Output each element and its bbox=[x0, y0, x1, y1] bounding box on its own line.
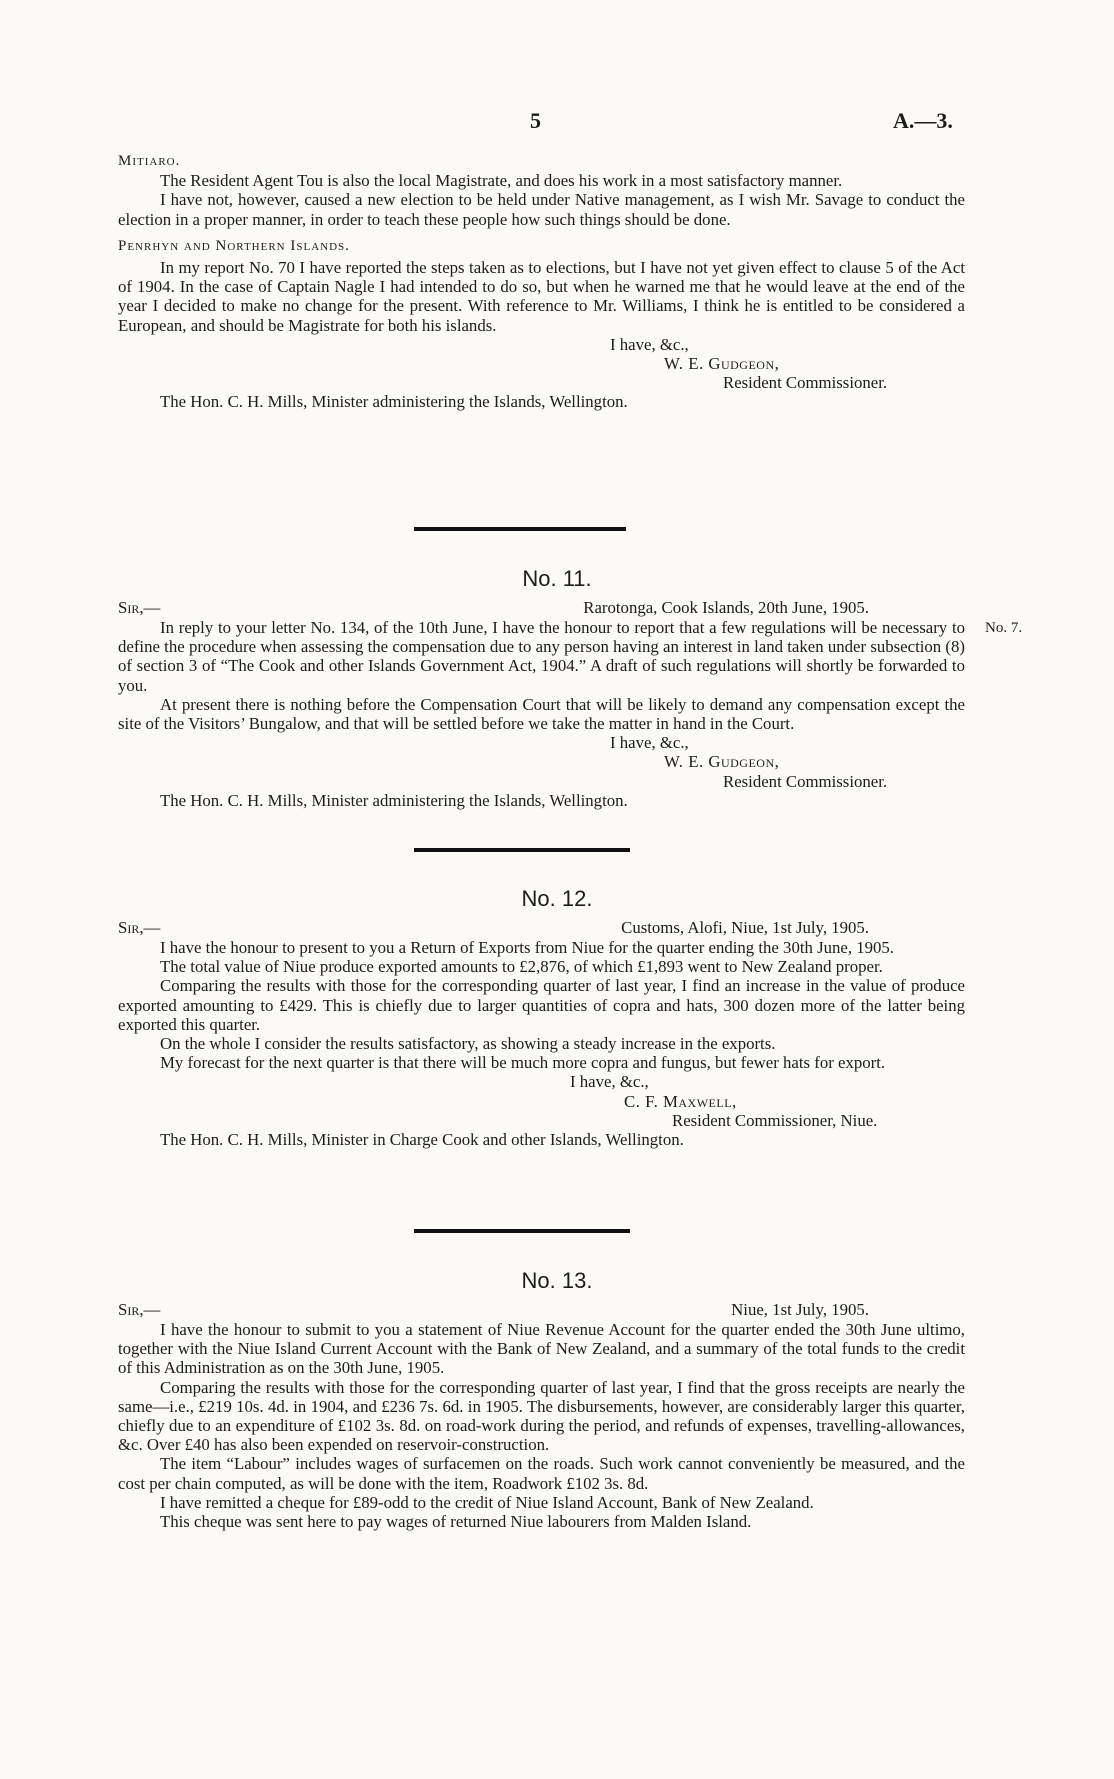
closing: I have, &c., bbox=[570, 1072, 649, 1092]
document-reference: A.—3. bbox=[893, 108, 953, 133]
signer-title: Resident Commissioner. bbox=[723, 373, 888, 393]
paragraph: In my report No. 70 I have reported the steps taken as to elections, but I have not yet given effect to clause 5 of the Act of 1904. In the case of Captain Nagle I had intended to do so, but when he warned me that he would leave at the end of the year I decided to make no change for the present. With reference to Mr. Williams, I think he is entitled to be considered a European, and should be Magistrate for both his islands. bbox=[118, 258, 965, 335]
paragraph: On the whole I consider the results satisfactory, as showing a steady increase in the exports. bbox=[160, 1034, 776, 1054]
paragraph: I have the honour to submit to you a statement of Niue Revenue Account for the quarter ended the 30th June ultimo, together with the Niue Island Current Account with the Bank of New Zealand, and a summary of the total funds to the credit of this Administration as on the 30th June, 1905. bbox=[118, 1320, 965, 1378]
paragraph: The total value of Niue produce exported amounts to £2,876, of which £1,893 went to New Zealand proper. bbox=[160, 957, 883, 977]
section-divider bbox=[414, 527, 626, 531]
margin-reference: No. 7. bbox=[985, 620, 1023, 636]
paragraph: Comparing the results with those for the corresponding quarter of last year, I find that the gross receipts are nearly the same—i.e., £219 10s. 4d. in 1904, and £236 7s. 6d. in 1905. The disbursements, however, are considerably larger this quarter, chiefly due to an expenditure of £102 3s. 8d. on road-work during the period, and refunds of expenses, travelling-allowances, &c. Over £40 has also been expended on reservoir-construction. bbox=[118, 1377, 965, 1455]
closing-line bbox=[118, 335, 965, 354]
paragraph: My forecast for the next quarter is that there will be much more copra and fungus, but fewer hats for export. bbox=[160, 1053, 886, 1073]
signer: C. F. Maxwell, bbox=[624, 1091, 737, 1111]
paragraph: I have the honour to present to you a Return of Exports from Niue for the quarter ending the 30th June, 1905. bbox=[160, 938, 894, 957]
paragraph: I have remitted a cheque for £89-odd to the credit of Niue Island Account, Bank of New Zealand. bbox=[160, 1492, 814, 1512]
signer: W. E. Gudgeon, bbox=[664, 752, 780, 772]
letter-number: No. 11. bbox=[522, 566, 592, 591]
letter-no11 bbox=[118, 598, 965, 810]
dateline: Rarotonga, Cook Islands, 20th June, 1905. bbox=[583, 598, 869, 617]
addressee: The Hon. C. H. Mills, Minister administering the Islands, Wellington. bbox=[160, 790, 628, 810]
paragraph: The item “Labour” includes wages of surfacemen on the roads. Such work cannot conveniently be measured, and the cost per chain computed, as will be done with the item, Roadwork £102 3s. 8d. bbox=[118, 1454, 965, 1493]
section-divider bbox=[414, 848, 630, 852]
paragraph: In reply to your letter No. 134, of the 10th June, I have the honour to report that a few regulations will be necessary to define the procedure when assessing the compensation due to any person having an interest in land taken under subsection (8) of section 3 of “The Cook and other Islands Government Act, 1904.” A draft of such regulations will shortly be forwarded to you. bbox=[118, 618, 965, 695]
paragraph: I have not, however, caused a new election to be held under Native management, as I wish Mr. Savage to conduct the election in a proper manner, in order to teach these people how such things should be done. bbox=[118, 190, 965, 229]
paragraph: Comparing the results with those for the corresponding quarter of last year, I find an increase in the value of produce exported amounting to £429. This is chiefly due to larger quantities of copra and hats, 300 dozen more of the latter being exported this quarter. bbox=[118, 976, 965, 1034]
salutation: Sir,— bbox=[118, 918, 161, 937]
paragraph: This cheque was sent here to pay wages of returned Niue labourers from Malden Island. bbox=[160, 1512, 752, 1532]
addressee: The Hon. C. H. Mills, Minister in Charge Cook and other Islands, Wellington. bbox=[160, 1129, 684, 1149]
section-mitiaro bbox=[118, 152, 965, 412]
heading-mitiaro: Mitiaro. bbox=[118, 153, 181, 169]
signer: W. E. Gudgeon, bbox=[664, 354, 780, 374]
signer-title: Resident Commissioner. bbox=[723, 771, 888, 791]
closing: I have, &c., bbox=[610, 334, 689, 354]
salutation: Sir,— bbox=[118, 598, 161, 617]
letter-no12 bbox=[118, 918, 965, 1149]
page-number: 5 bbox=[530, 108, 541, 133]
heading-penrhyn: Penrhyn and Northern Islands. bbox=[118, 237, 350, 254]
addressee: The Hon. C. H. Mills, Minister administering the Islands, Wellington. bbox=[160, 392, 628, 412]
letter-number: No. 12. bbox=[521, 886, 593, 911]
letter-number: No. 13. bbox=[521, 1268, 593, 1293]
dateline: Customs, Alofi, Niue, 1st July, 1905. bbox=[621, 918, 869, 937]
section-divider bbox=[414, 1229, 630, 1233]
paragraph: The Resident Agent Tou is also the local Magistrate, and does his work in a most satisfactory manner. bbox=[160, 171, 843, 191]
paragraph: At present there is nothing before the Compensation Court that will be likely to demand any compensation except the site of the Visitors’ Bungalow, and that will be settled before we take the matter in hand in the Court. bbox=[118, 694, 965, 734]
signer-title: Resident Commissioner, Niue. bbox=[672, 1110, 878, 1130]
dateline: Niue, 1st July, 1905. bbox=[731, 1300, 869, 1319]
salutation: Sir,— bbox=[118, 1300, 161, 1319]
closing: I have, &c., bbox=[610, 733, 689, 753]
letter-no13 bbox=[118, 1300, 965, 1531]
